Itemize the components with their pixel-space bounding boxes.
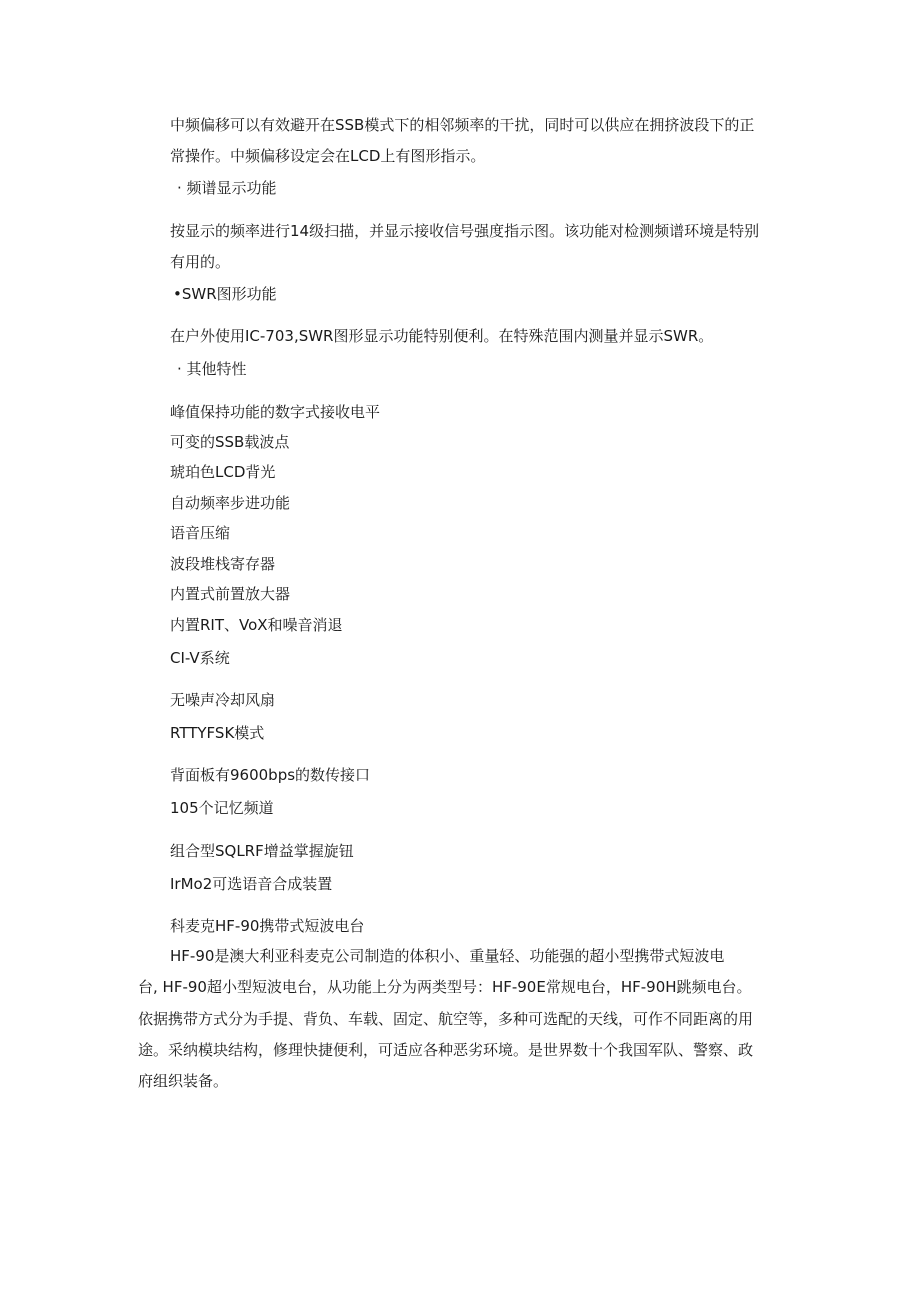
feature-item: 无噪声冷却风扇 [170,691,276,709]
hf90-line-4: 途。采纳模块结构，修理快捷便利，可适应各种恶劣环境。是世界数十个我国军队、警察、政 [138,1041,754,1059]
feature-item: 语音压缩 [170,524,231,542]
feature-item: 琥珀色LCD背光 [170,463,276,481]
feature-item: 内置式前置放大器 [170,585,291,603]
feature-item: RTTYFSK模式 [170,724,265,742]
swr-line-1: 在户外使用IC-703,SWR图形显示功能特别便利。在特殊范围内测量并显示SWR。 [170,327,714,345]
hf90-line-1: HF-90是澳大利亚科麦克公司制造的体积小、重量轻、功能强的超小型携带式短波电 [170,947,725,965]
hf90-line-3: 依据携带方式分为手提、背负、车载、固定、航空等，多种可选配的天线，可作不同距离的用 [138,1010,754,1028]
hf90-line-5: 府组织装备。 [138,1072,229,1090]
feature-item: 内置RIT、VoX和噪音消退 [170,616,343,634]
intro-line-2: 常操作。中频偏移设定会在LCD上有图形指示。 [170,147,486,165]
hf90-title: 科麦克HF-90携带式短波电台 [170,917,365,935]
spectrum-heading: · 频谱显示功能 [177,179,277,197]
hf90-line-2: 台, HF-90超小型短波电台，从功能上分为两类型号：HF-90E常规电台，HF-90H跳频电台。 [138,978,752,996]
feature-item: CI-V系统 [170,649,230,667]
feature-item: 105个记忆频道 [170,799,274,817]
spectrum-line-2: 有用的。 [170,253,231,271]
swr-heading: •SWR图形功能 [173,285,277,303]
intro-line-1: 中频偏移可以有效避开在SSB模式下的相邻频率的干扰，同时可以供应在拥挤波段下的正 [170,116,755,134]
feature-item: 可变的SSB载波点 [170,433,290,451]
feature-item: IrMo2可选语音合成装置 [170,875,333,893]
feature-item: 波段堆栈寄存器 [170,555,276,573]
spectrum-line-1: 按显示的频率进行14级扫描，并显示接收信号强度指示图。该功能对检测频谱环境是特别 [170,222,760,240]
feature-item: 组合型SQLRF增益掌握旋钮 [170,842,354,860]
other-heading: · 其他特性 [177,360,247,378]
feature-item: 峰值保持功能的数字式接收电平 [170,403,381,421]
feature-item: 自动频率步进功能 [170,494,291,512]
feature-item: 背面板有9600bps的数传接口 [170,766,371,784]
